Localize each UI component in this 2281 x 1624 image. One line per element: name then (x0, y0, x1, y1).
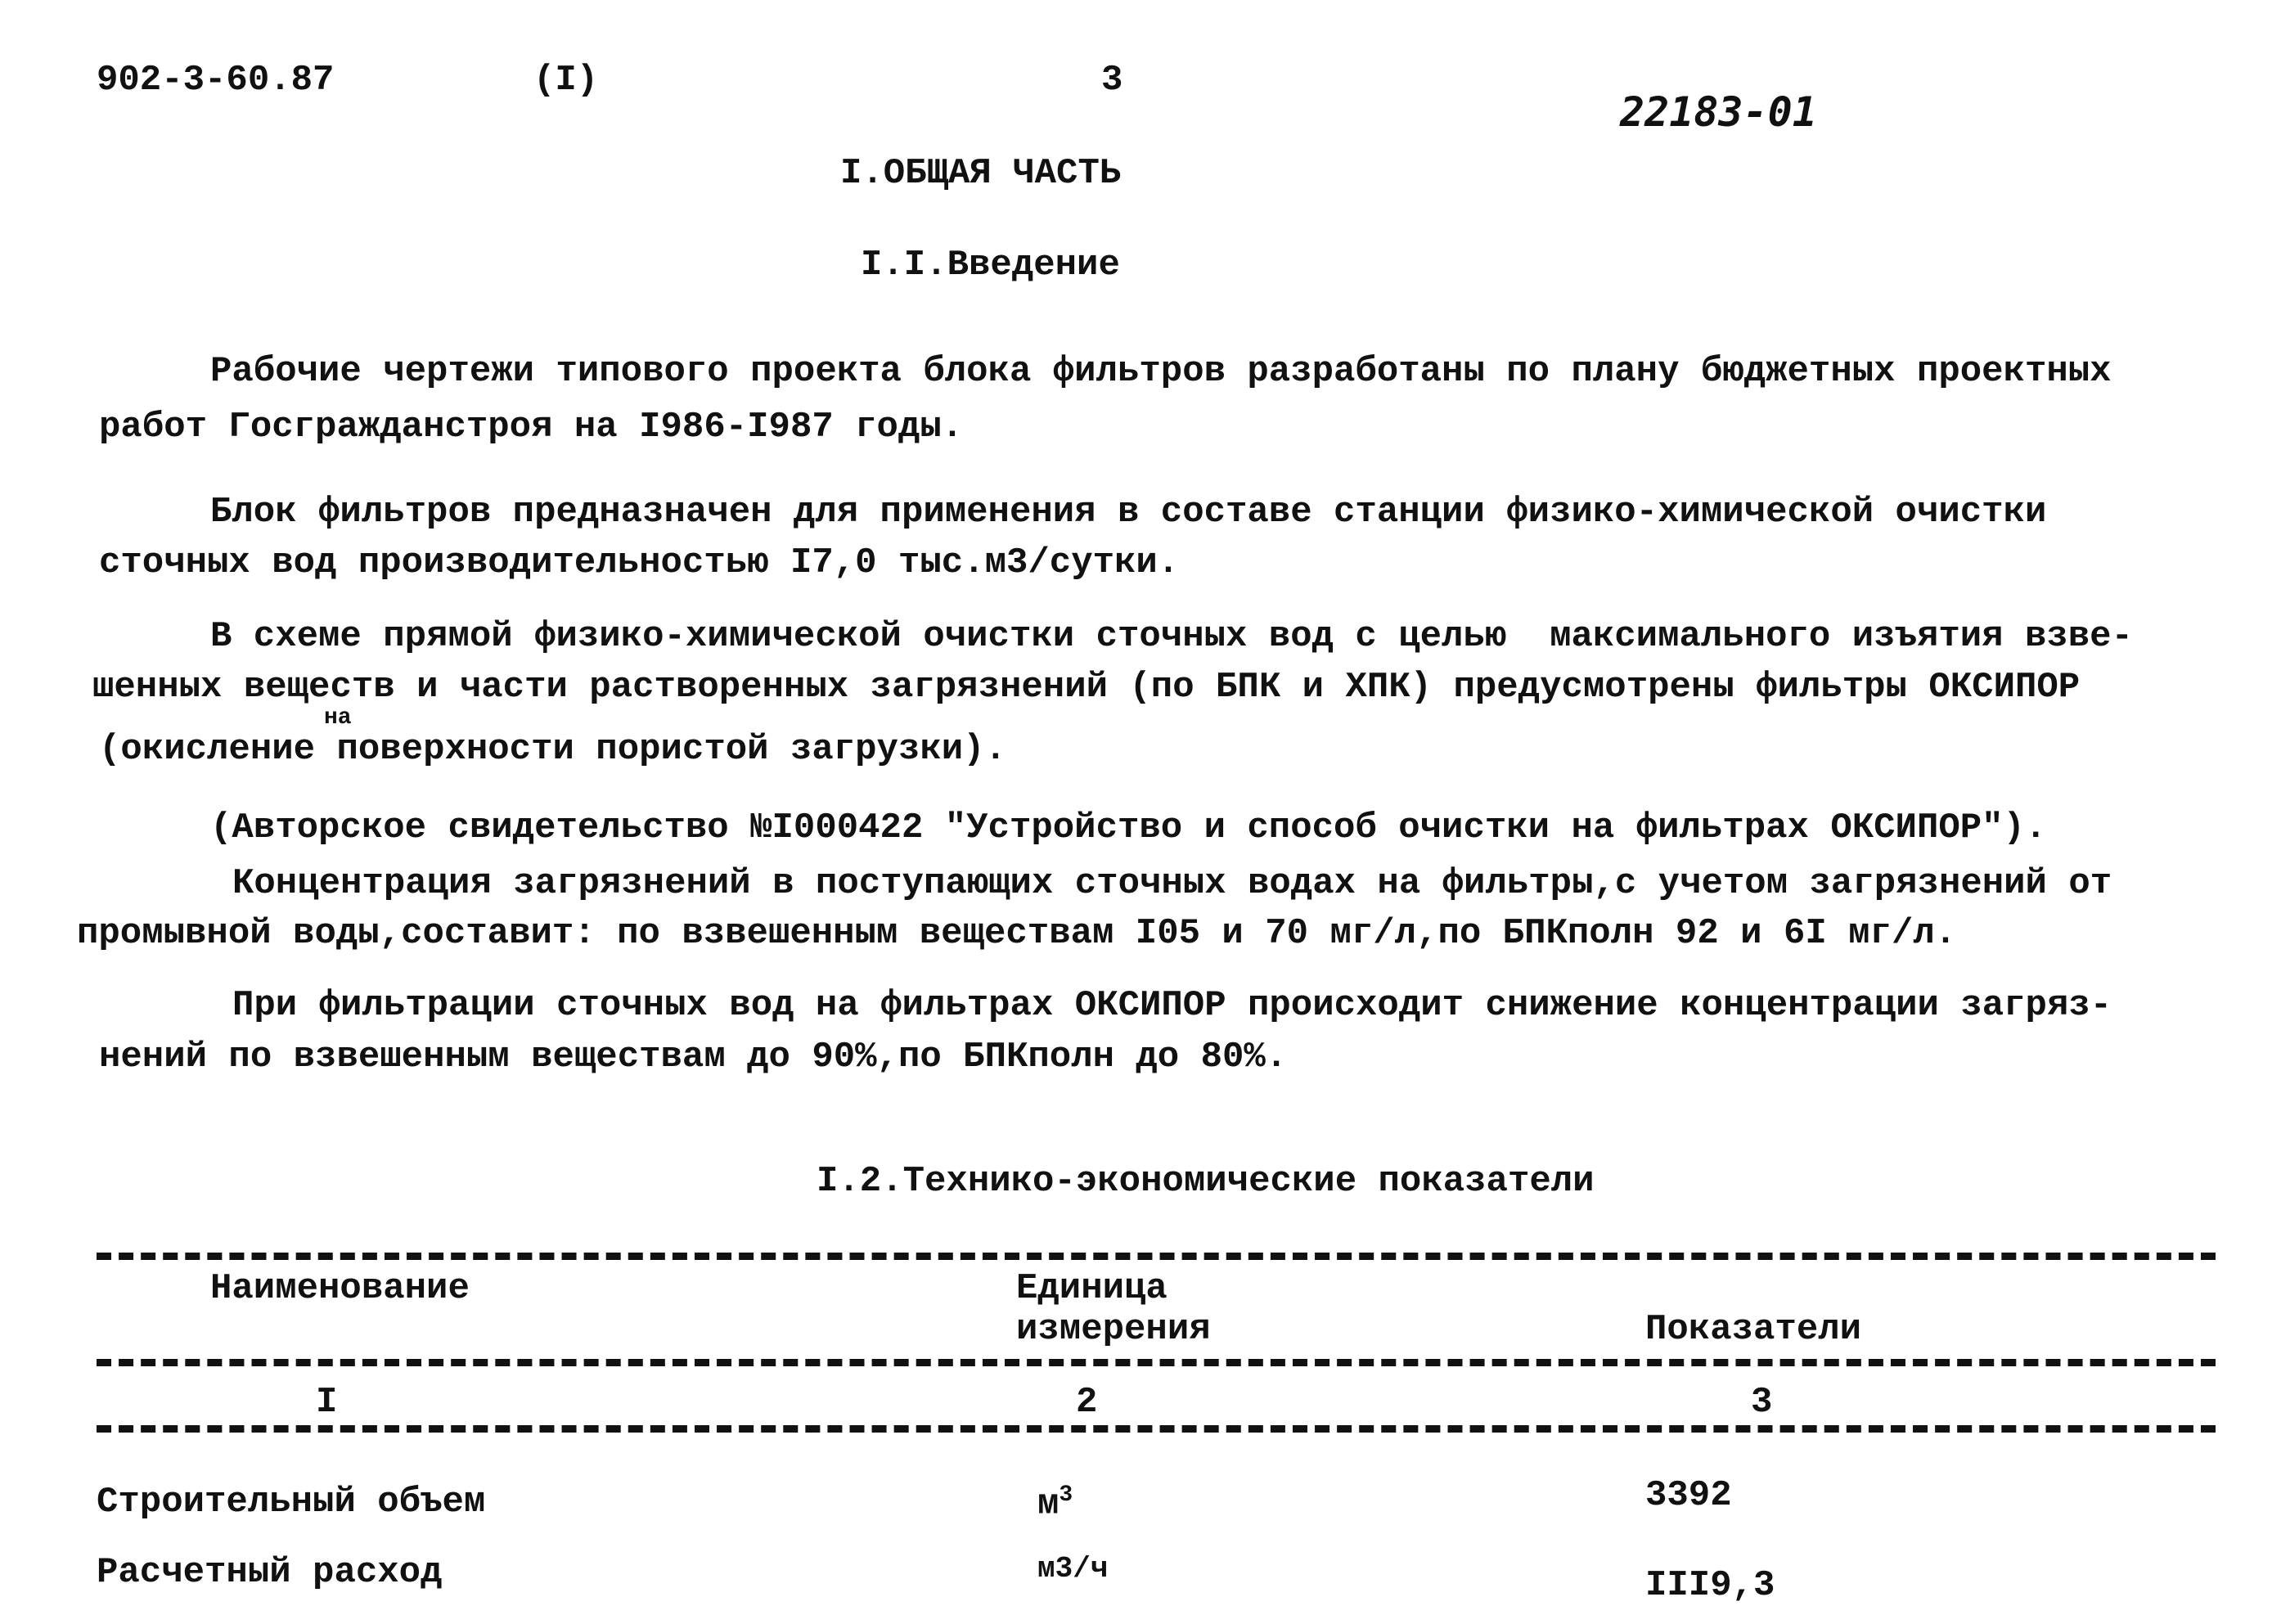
paragraph-line: шенных веществ и части растворенных загрязнений (по БПК и ХПК) предусмотрены фильтры ОКСИПОР (92, 667, 2081, 708)
table-divider (97, 1359, 2216, 1366)
doc-code: 902-3-60.87 (97, 60, 335, 101)
row-value: 3392 (1645, 1475, 1732, 1516)
paragraph-line: (Авторское свидетельство №I000422 "Устройство и способ очистки на фильтрах ОКСИПОР"). (210, 808, 2047, 848)
handwritten-number: 22183-01 (1620, 88, 1817, 136)
column-number: I (316, 1382, 338, 1423)
paragraph-line: Концентрация загрязнений в поступающих сточных водах на фильтры,с учетом загрязнений от (232, 863, 2112, 904)
paragraph-line: В схеме прямой физико-химической очистки сточных вод с целью максимального изъятия взве- (210, 616, 2133, 657)
unit-text: м (1037, 1483, 1060, 1525)
row-unit (1037, 1484, 1073, 1523)
paragraph-line: Рабочие чертежи типового проекта блока фильтров разработаны по плану бюджетных проектных (210, 351, 2112, 392)
paragraph-line: При фильтрации сточных вод на фильтрах ОКСИПОР происходит снижение концентрации загряз- (232, 985, 2112, 1026)
insertion-note: на (324, 705, 352, 731)
page-number: 3 (1101, 60, 1123, 101)
paragraph-line: промывной воды,составит: по взвешенным веществам I05 и 70 мг/л,по БПКполн 92 и 6I мг/л. (77, 913, 1957, 954)
header-value: Показатели (1645, 1309, 1862, 1350)
table-divider (97, 1425, 2216, 1433)
sheet-mark: (I) (533, 60, 599, 101)
column-number: 2 (1076, 1382, 1098, 1423)
table-divider (97, 1253, 2216, 1260)
row-name: Строительный объем (97, 1482, 486, 1523)
unit-sup: 3 (1059, 1482, 1073, 1508)
row-name: Расчетный расход (97, 1552, 443, 1593)
paragraph-line: (окисление поверхности пористой загрузки). (99, 729, 1006, 770)
column-number: 3 (1751, 1382, 1773, 1423)
paragraph-line: Блок фильтров предназначен для применения в составе станции физико-химической очистки (210, 492, 2047, 533)
row-value: III9,3 (1645, 1565, 1775, 1606)
header-unit-1: Единица (1016, 1268, 1167, 1309)
header-unit-2: измерения (1016, 1309, 1211, 1350)
subsection-intro: I.I.Введение (861, 245, 1120, 286)
paragraph-line: сточных вод производительностью I7,0 тыс.м3/сутки. (99, 542, 1180, 583)
section-title: I.ОБЩАЯ ЧАСТЬ (840, 153, 1122, 194)
subsection-tei: I.2.Технико-экономические показатели (817, 1161, 1595, 1202)
paragraph-line: работ Госгражданстроя на I986-I987 годы. (99, 407, 964, 448)
row-unit: м3/ч (1037, 1552, 1109, 1586)
header-name: Наименование (210, 1268, 470, 1309)
paragraph-line: нений по взвешенным веществам до 90%,по БПКполн до 80%. (99, 1037, 1288, 1077)
